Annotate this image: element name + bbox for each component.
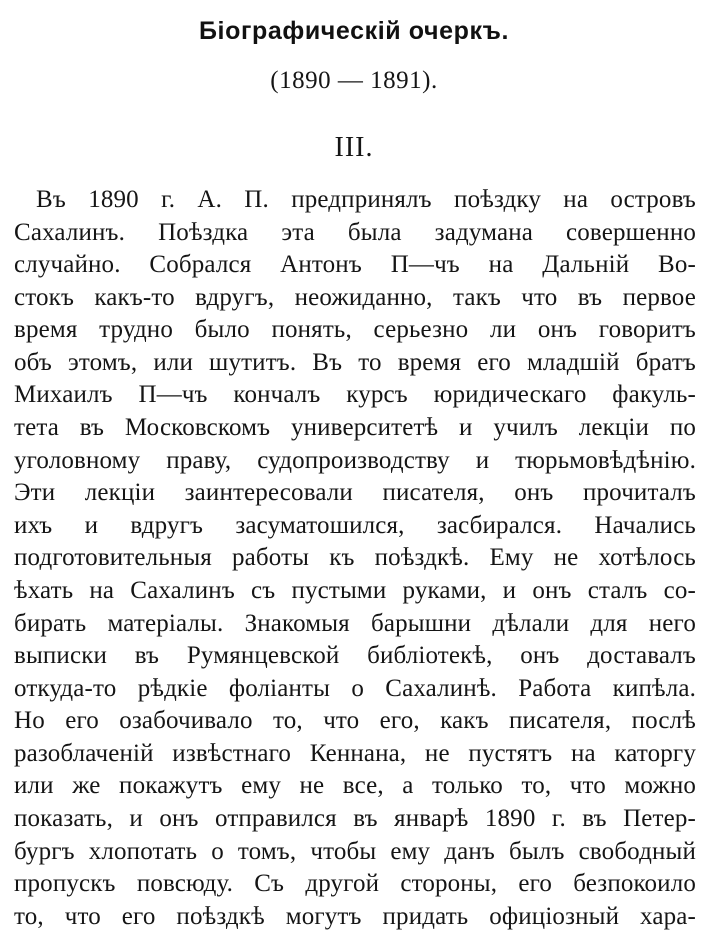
- text-line: или же покажутъ ему не все, а только то, что можно: [14, 772, 696, 800]
- text-line: Сахалинъ. Поѣздка эта была задумана совершенно: [14, 218, 696, 246]
- text-line: подготовительныя работы къ поѣздкѣ. Ему не хотѣлось: [14, 544, 696, 572]
- text-line: то, что его поѣздкѣ могутъ придать офиціозный хара-: [14, 902, 696, 930]
- text-line: пропускъ повсюду. Съ другой стороны, его безпокоило: [14, 870, 696, 898]
- text-line: Эти лекціи заинтересовали писателя, онъ прочиталъ: [14, 479, 696, 507]
- text-line: тета въ Московскомъ университетѣ и училъ лекціи по: [14, 414, 696, 442]
- text-line: показать, и онъ отправился въ январѣ 1890 г. въ Петер-: [14, 804, 696, 832]
- text-line: разоблаченій извѣстнаго Кеннана, не пустятъ на каторгу: [14, 739, 696, 767]
- text-line: стокъ какъ-то вдругъ, неожиданно, такъ что въ первое: [14, 283, 696, 311]
- text-line: бирать матеріалы. Знакомыя барышни дѣлали для него: [14, 609, 696, 637]
- text-line: Михаилъ П—чъ кончалъ курсъ юридическаго факуль-: [14, 381, 696, 409]
- text-line: бургъ хлопотать о томъ, чтобы ему данъ былъ свободный: [14, 837, 696, 865]
- text-line: ихъ и вдругъ засуматошился, засбирался. Начались: [14, 511, 696, 539]
- text-line: случайно. Собрался Антонъ П—чъ на Дальній Во-: [14, 251, 696, 279]
- text-line: время трудно было понять, серьезно ли онъ говоритъ: [14, 316, 696, 344]
- date-range: (1890 — 1891).: [270, 67, 438, 94]
- text-line: выписки въ Румянцевской библіотекѣ, онъ доставалъ: [14, 642, 696, 670]
- text-line: Въ 1890 г. А. П. предпринялъ поѣздку на островъ: [36, 186, 696, 213]
- text-line: уголовному праву, судопроизводству и тюрьмовѣдѣнію.: [14, 446, 696, 474]
- text-line: откуда-то рѣдкіе фоліанты о Сахалинѣ. Работа кипѣла.: [14, 674, 696, 702]
- chapter-title: Біографическій очеркъ.: [198, 17, 509, 45]
- text-line: Но его озабочивало то, что его, какъ писателя, послѣ: [14, 707, 696, 735]
- text-line: объ этомъ, или шутитъ. Въ то время его младшій братъ: [14, 348, 696, 376]
- text-line: ѣхать на Сахалинъ съ пустыми руками, и онъ сталъ со-: [14, 576, 696, 604]
- body-text: [14, 184, 696, 933]
- section-number: III.: [334, 132, 374, 163]
